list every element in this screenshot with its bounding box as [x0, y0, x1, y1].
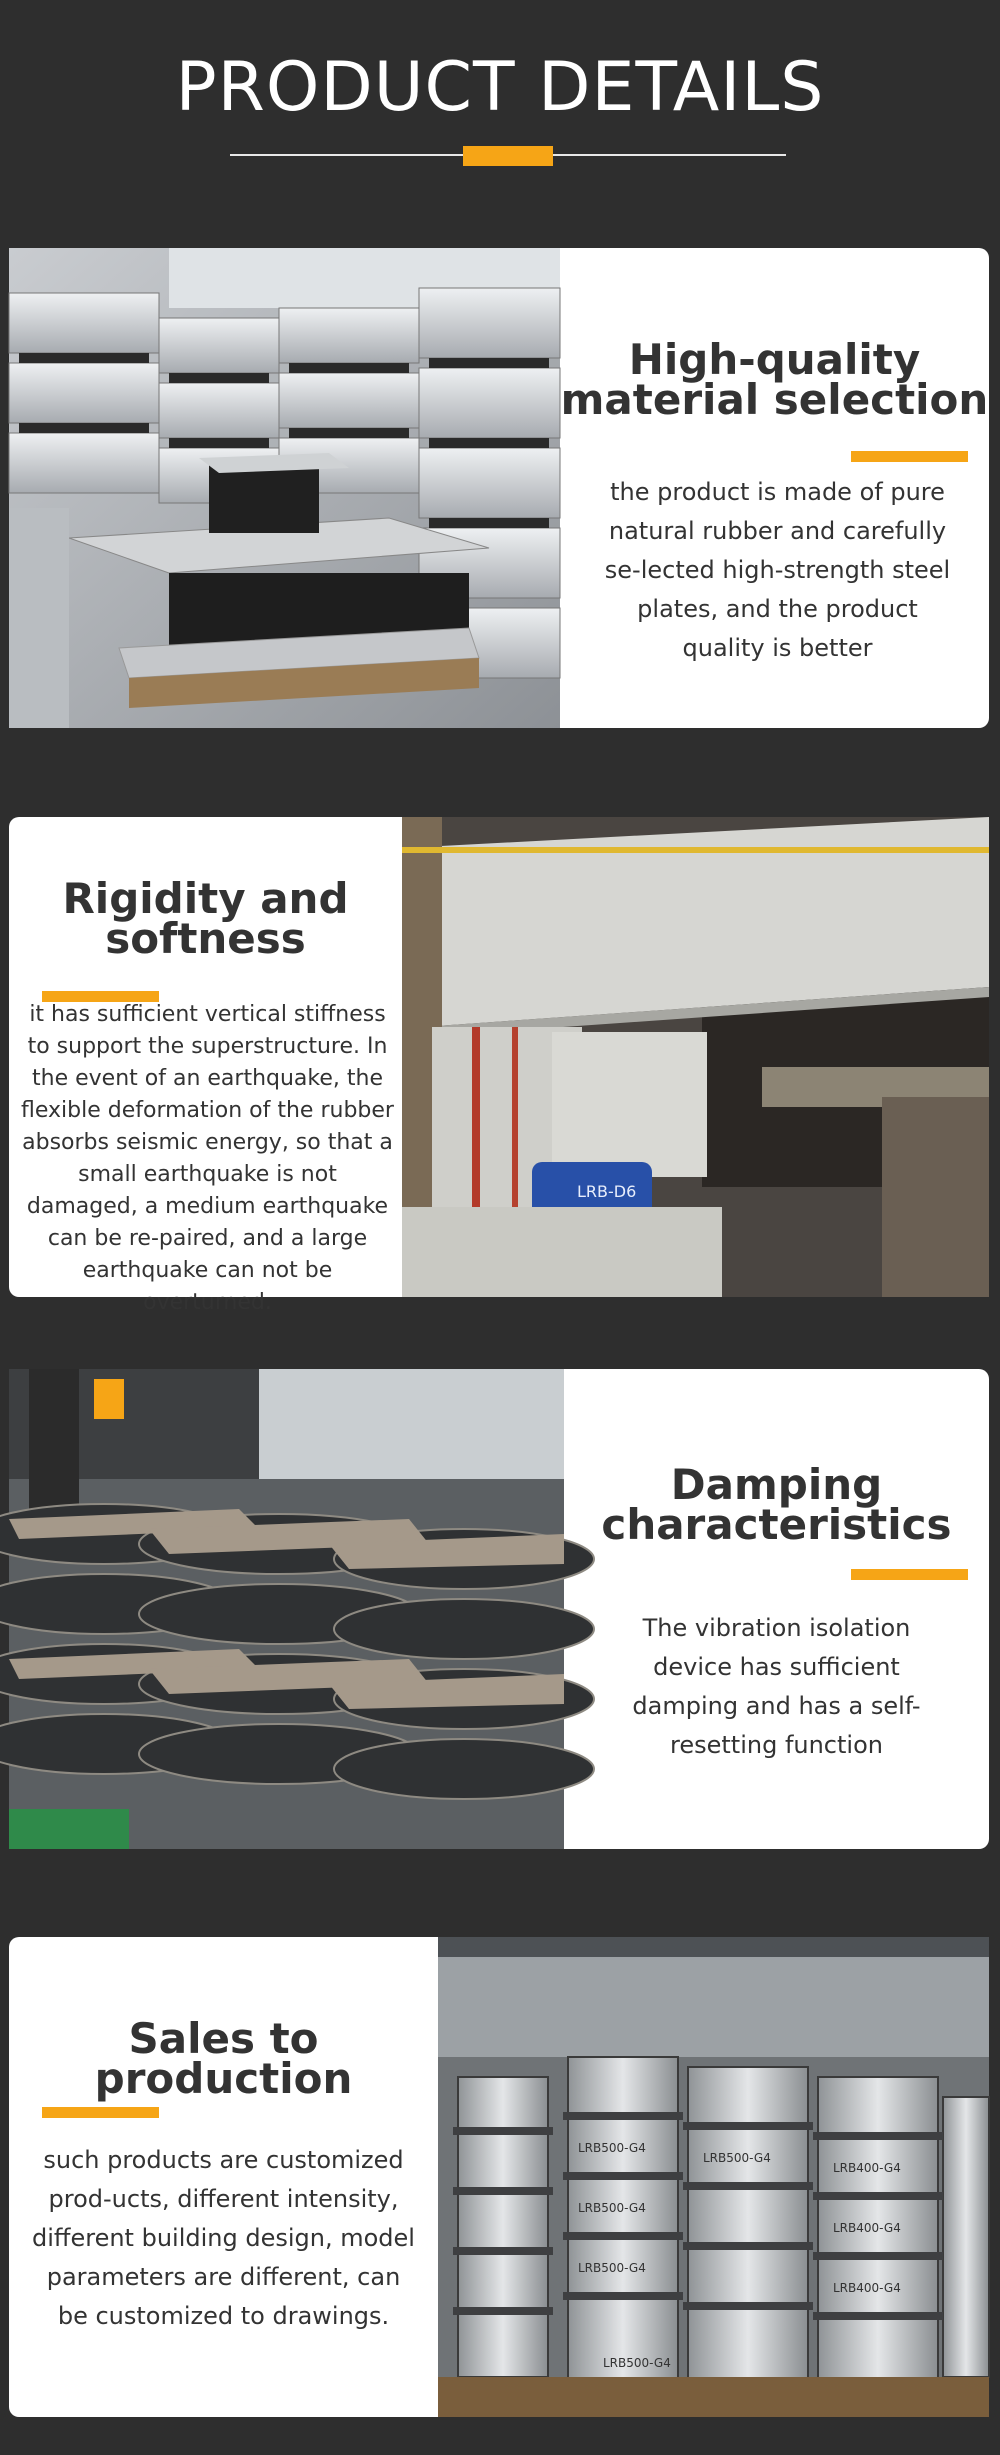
factory-bearings-photo	[9, 1369, 564, 1849]
svg-text:LRB400-G4: LRB400-G4	[833, 2281, 901, 2295]
feature-card-rigidity	[9, 817, 989, 1315]
feature-card-damping	[9, 1369, 989, 1849]
labeled-bearings-stack-photo	[438, 1937, 989, 2417]
section-description: the product is made of pure natural rubber and carefully se-lected high-strength steel plates, and the product quality is better	[604, 478, 951, 662]
svg-text:LRB400-G4: LRB400-G4	[833, 2161, 901, 2175]
section-heading: Damping characteristics	[601, 1460, 952, 1549]
stacked-rubber-bearings-photo	[9, 248, 560, 728]
section-description: The vibration isolation device has sufficient damping and has a self-resetting function	[632, 1614, 921, 1759]
svg-text:LRB500-G4: LRB500-G4	[578, 2201, 646, 2215]
section-heading: Sales to production	[94, 2014, 353, 2103]
feature-text-material	[560, 248, 989, 728]
svg-text:LRB500-G4: LRB500-G4	[578, 2261, 646, 2275]
svg-text:LRB-D6: LRB-D6	[577, 1182, 637, 1201]
section-heading: Rigidity and softness	[62, 874, 349, 963]
heading-accent-bar	[851, 1569, 968, 1580]
feature-card-material	[9, 248, 989, 728]
feature-text-damping	[564, 1369, 989, 1849]
feature-text-sales	[9, 1937, 438, 2417]
svg-text:LRB500-G4: LRB500-G4	[603, 2356, 671, 2370]
section-description: such products are customized prod-ucts, different intensity, different building design, model parameters are different, can be customized to drawings.	[32, 2146, 415, 2330]
svg-text:LRB500-G4: LRB500-G4	[578, 2141, 646, 2155]
installed-bearing-under-concrete-beam-photo	[402, 817, 989, 1297]
feature-text-rigidity	[9, 817, 402, 1315]
svg-text:LRB400-G4: LRB400-G4	[833, 2221, 901, 2235]
heading-accent-bar	[42, 2107, 159, 2118]
svg-text:LRB500-G4: LRB500-G4	[703, 2151, 771, 2165]
heading-accent-bar	[851, 451, 968, 462]
section-heading: High-quality material selection	[560, 335, 989, 424]
page-title: PRODUCT DETAILS	[175, 48, 825, 127]
section-description: it has sufficient vertical stiffness to support the superstructure. In the event of an earthquake, the flexible deformation of the rubber absorbs seismic energy, so that a small earthquake is not damaged, a medium earthquake can be re-paired, and a large earthquake can not be overturned.	[21, 1002, 394, 1315]
feature-card-sales	[9, 1937, 989, 2417]
title-accent-bar	[463, 146, 553, 166]
